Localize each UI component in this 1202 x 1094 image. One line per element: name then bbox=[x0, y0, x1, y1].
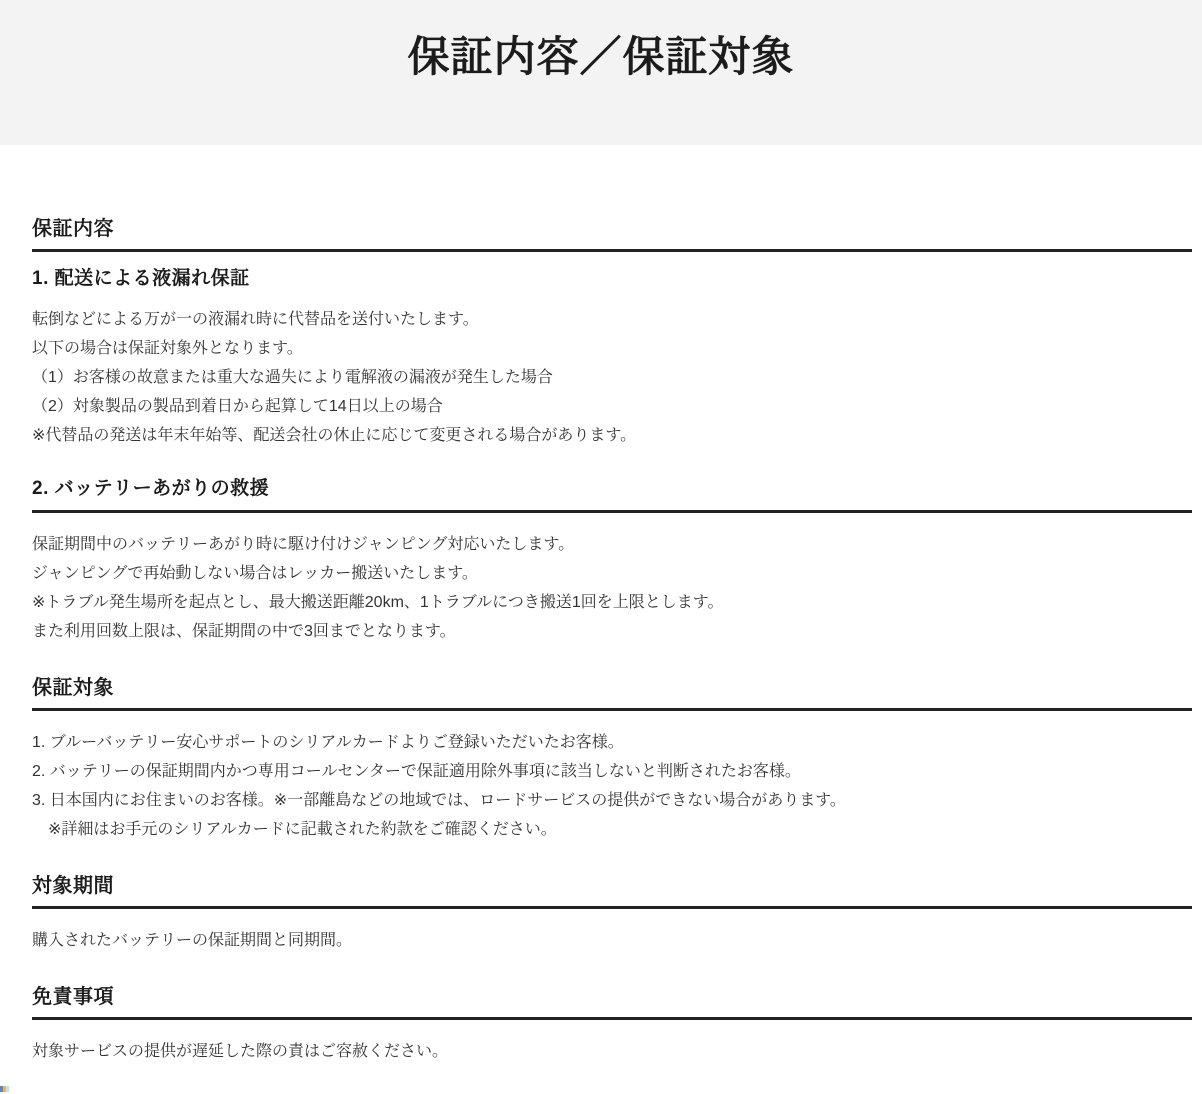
partial-image-artifact bbox=[0, 1086, 9, 1092]
paragraph-line: また利用回数上限は、保証期間の中で3回までとなります。 bbox=[32, 623, 456, 640]
list-item: 3. 日本国内にお住まいのお客様。※一部離島などの地域では、ロードサービスの提供ができない場合があります。 bbox=[32, 792, 846, 809]
subsection-heading-jumpstart-rescue: 2. バッテリーあがりの救援 bbox=[32, 479, 1192, 513]
period-paragraph bbox=[32, 926, 1192, 955]
section-heading-disclaimer: 免責事項 bbox=[32, 987, 1192, 1020]
paragraph-line: 以下の場合は保証対象外となります。 bbox=[32, 340, 303, 357]
content-area bbox=[32, 219, 1192, 1066]
section-heading-coverage: 保証対象 bbox=[32, 678, 1192, 711]
disclaimer-paragraph bbox=[32, 1037, 1192, 1066]
leak-warranty-paragraph bbox=[32, 305, 1192, 450]
paragraph-line: 対象サービスの提供が遅延した際の責はご容赦ください。 bbox=[32, 1043, 449, 1060]
jumpstart-rescue-paragraph bbox=[32, 530, 1192, 646]
section-heading-period: 対象期間 bbox=[32, 876, 1192, 909]
paragraph-line: 購入されたバッテリーの保証期間と同期間。 bbox=[32, 932, 353, 949]
coverage-list bbox=[32, 728, 1192, 844]
paragraph-line: ※トラブル発生場所を起点とし、最大搬送距離20km、1トラブルにつき搬送1回を上限とします。 bbox=[32, 594, 724, 611]
paragraph-line: ※代替品の発送は年末年始等、配送会社の休止に応じて変更される場合があります。 bbox=[32, 427, 637, 444]
paragraph-line: （2）対象製品の製品到着日から起算して14日以上の場合 bbox=[32, 398, 443, 415]
page-title: 保証内容／保証対象 bbox=[407, 33, 795, 80]
paragraph-line: ジャンピングで再始動しない場合はレッカー搬送いたします。 bbox=[32, 565, 478, 582]
list-item: 1. ブルーバッテリー安心サポートのシリアルカードよりご登録いただいたお客様。 bbox=[32, 734, 624, 751]
page-header bbox=[0, 0, 1202, 145]
section-heading-warranty-contents: 保証内容 bbox=[32, 219, 1192, 252]
list-item: 2. バッテリーの保証期間内かつ専用コールセンターで保証適用除外事項に該当しないと判断されたお客様。 bbox=[32, 763, 801, 780]
paragraph-line: 保証期間中のバッテリーあがり時に駆け付けジャンピング対応いたします。 bbox=[32, 536, 575, 553]
paragraph-line: 転倒などによる万が一の液漏れ時に代替品を送付いたします。 bbox=[32, 311, 479, 328]
subsection-heading-leak-warranty: 1. 配送による液漏れ保証 bbox=[32, 268, 250, 289]
list-item-note: ※詳細はお手元のシリアルカードに記載された約款をご確認ください。 bbox=[48, 821, 557, 838]
paragraph-line: （1）お客様の故意または重大な過失により電解液の漏液が発生した場合 bbox=[32, 369, 553, 386]
